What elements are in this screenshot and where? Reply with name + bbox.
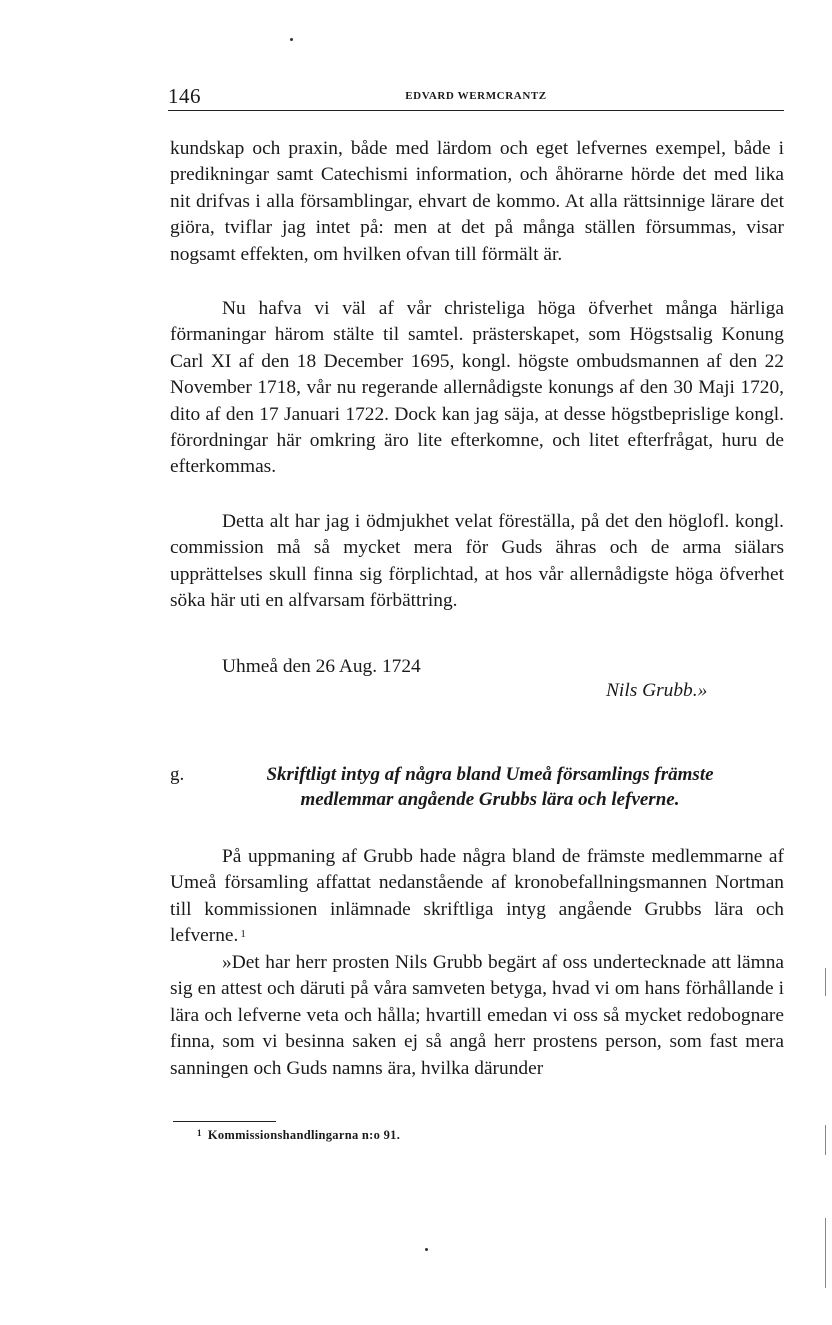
paragraph-4 [170,844,784,950]
page-number: 146 [168,84,201,108]
footnote [197,1128,400,1143]
paragraph-2: Nu hafva vi väl af vår christeliga höga öfverhet många härliga förmaningar härom stälte til samtel. prästerskapet, som Högstsalig Konung Carl XI af den 18 December 1695, kongl. högste ombudsmannen af den 22 November 1718, vår nu regerande allernådigste konungs af den 30 Maji 1720, dito af den 17 Januari 1722. Dock kan jag säja, at desse högstbeprislige kongl. förordningar här omkring äro lite efterkomne, och litet efterfrågat, huru de efterkommas. [170,298,784,478]
paragraph-5: »Det har herr prosten Nils Grubb begärt af oss undertecknade att lämna sig en attest och däruti på våra samveten betyga, hvad vi om hans förhållande i lära och lefverne veta och hålla; hvartill emedan vi oss så mycket redobognare finna, som vi besinna saken ej så angå herr prostens person, som fast mera sanningen och Guds namns ära, hvilka därunder [170,952,784,1079]
section-title-line-2: medlemmar angående Grubbs lära och lefverne. [300,789,680,810]
running-head: EDVARD WERMCRANTZ [405,90,547,102]
footnote-text: Kommissionshandlingarna n:o 91. [207,1128,401,1142]
footnote-mark: 1 [197,1128,202,1138]
margin-scan-line [825,1125,826,1155]
section-letter: g. [170,764,185,785]
margin-scan-line [825,1218,826,1288]
signoff-date: Uhmeå den 26 Aug. 1724 [222,656,421,677]
paragraph-3: Detta alt har jag i ödmjukhet velat föreställa, på det den höglofl. kongl. commission må så mycket mera för Guds ähras och de arma siälars upprättelses skull finna sig förplichtad, at hos vår allernådigste höga öfverhet söka här uti en alfvarsam förbättring. [170,511,784,612]
page-header [168,84,784,111]
scan-speck [290,38,293,41]
footnote-reference: 1 [240,928,246,941]
signoff-signature: Nils Grubb.» [606,680,708,701]
paragraph-1: kundskap och praxin, både med lärdom och eget lefvernes exempel, både i predikningar samt Catechismi information, och åhörarne hörde det med lika nit drifvas i alla församblingar, ehvart de kommo. At alla rättsinnige lärare det giöra, tviflar jag intet på: men at det på många ställen försummas, visar nogsamt effekten, om hvilken ofvan till förmält är. [170,138,784,265]
footnote-divider [173,1121,276,1122]
paragraph-4-text: På uppmaning af Grubb hade några bland de främste medlemmarne af Umeå församling affattat nedanstående af kronobefallningsmannen Nortman till kommissionen inlämnade skriftliga intyg angående Grubbs lära och lefverne. [170,846,784,947]
scan-speck [425,1248,428,1251]
section-title-line-1: Skriftligt intyg af några bland Umeå församlings främste [266,764,714,785]
margin-scan-line [825,968,826,996]
section-heading [170,762,784,812]
